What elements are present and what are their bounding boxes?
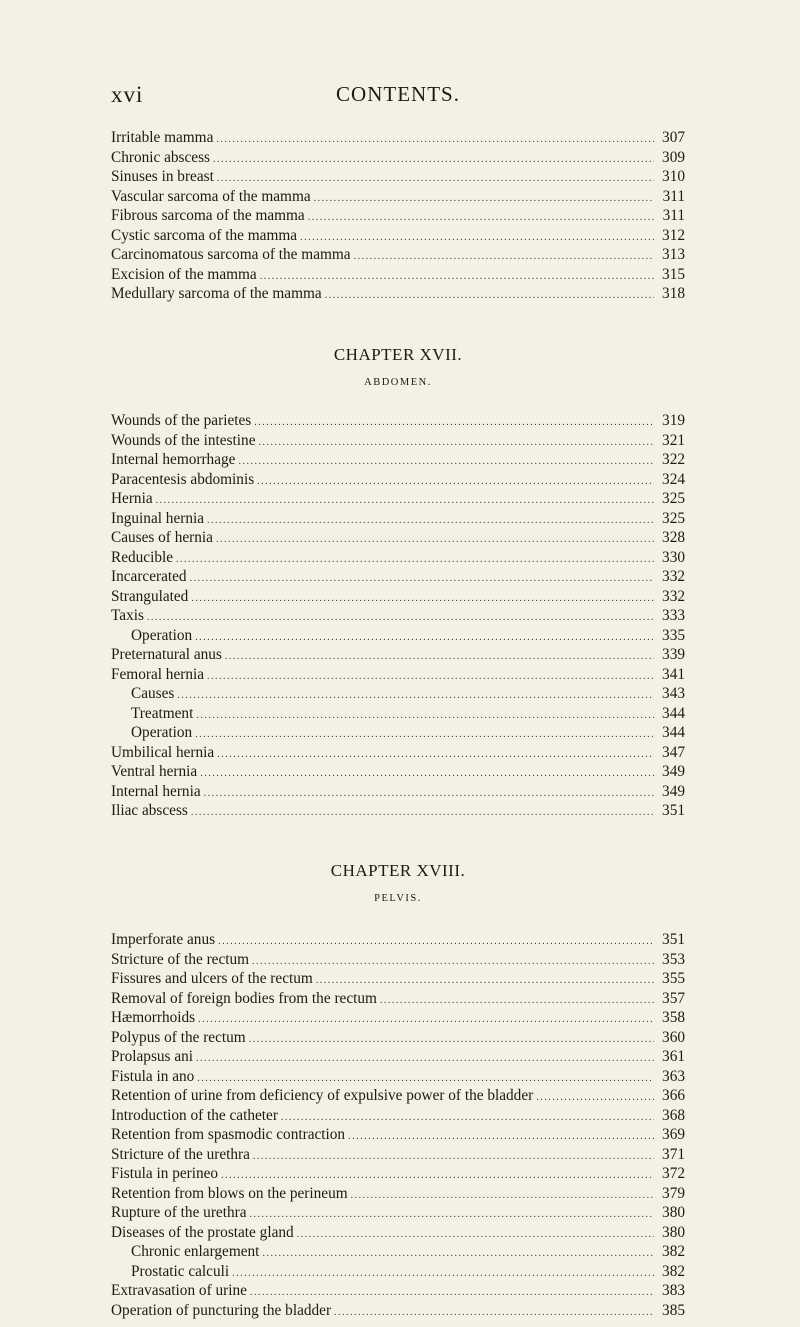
entry-label: Iliac abscess <box>111 802 188 819</box>
toc-chapter-18 <box>111 930 685 1320</box>
toc-entry <box>111 606 685 626</box>
entry-page: 312 <box>662 226 685 244</box>
entry-page: 344 <box>662 704 685 722</box>
entry-page: 363 <box>662 1067 685 1085</box>
toc-entry <box>111 509 685 529</box>
entry-page: 369 <box>662 1126 685 1143</box>
dot-leader <box>207 667 654 687</box>
running-title: CONTENTS. <box>336 82 460 106</box>
entry-page: 339 <box>662 646 685 663</box>
toc-entry <box>111 1164 685 1184</box>
dot-leader <box>257 472 654 492</box>
toc-entry <box>111 148 685 168</box>
toc-entry <box>111 548 685 568</box>
entry-label: Retention from spasmodic contraction <box>111 1126 346 1143</box>
toc-subentry <box>111 1262 685 1282</box>
entry-page: 315 <box>662 265 685 283</box>
toc-entry <box>111 1067 685 1087</box>
toc-entry <box>111 762 685 782</box>
entry-label: Taxis <box>111 607 144 624</box>
entry-label: Operation <box>131 626 193 644</box>
entry-page: 351 <box>662 931 685 948</box>
dot-leader <box>216 130 654 150</box>
entry-label: Excision of the mamma <box>111 265 257 283</box>
entry-label: Preternatural anus <box>111 646 222 663</box>
dot-leader <box>156 491 654 511</box>
page-header <box>111 82 685 108</box>
toc-entry <box>111 411 685 431</box>
chapter-title: CHAPTER XVII. <box>333 345 463 364</box>
dot-leader <box>225 647 654 667</box>
toc-entry <box>111 1028 685 1048</box>
toc-entry <box>111 450 685 470</box>
toc-entry <box>111 226 685 246</box>
dot-leader <box>297 1225 654 1245</box>
entry-label: Strangulated <box>111 587 189 605</box>
toc-entry <box>111 1047 685 1067</box>
dot-leader <box>204 784 654 804</box>
entry-label: Sinuses in breast <box>111 168 214 185</box>
entry-label: Vascular sarcoma of the mamma <box>111 187 311 205</box>
entry-page: 349 <box>662 782 685 800</box>
dot-leader <box>195 725 654 745</box>
toc-entry <box>111 431 685 451</box>
entry-label: Fistula in ano <box>111 1067 195 1085</box>
entry-label: Treatment <box>131 704 194 722</box>
entry-page: 366 <box>662 1087 685 1104</box>
entry-page: 335 <box>662 626 685 644</box>
toc-entry <box>111 528 685 548</box>
entry-page: 343 <box>662 685 685 702</box>
entry-page: 382 <box>662 1243 685 1260</box>
toc-entry <box>111 167 685 187</box>
entry-page: 318 <box>662 285 685 302</box>
entry-page: 382 <box>662 1262 685 1280</box>
entry-page: 330 <box>662 548 685 566</box>
toc-entry <box>111 128 685 148</box>
entry-label: Prostatic calculi <box>131 1262 230 1280</box>
entry-page: 311 <box>662 187 685 205</box>
toc-entry <box>111 989 685 1009</box>
toc-entry <box>111 470 685 490</box>
toc-chapter-17 <box>111 411 685 821</box>
entry-page: 380 <box>662 1204 685 1221</box>
entry-label: Reducible <box>111 548 174 566</box>
dot-leader <box>198 1010 654 1030</box>
entry-label: Stricture of the urethra <box>111 1145 250 1163</box>
entry-page: 383 <box>662 1282 685 1299</box>
entry-page: 358 <box>662 1009 685 1026</box>
dot-leader <box>177 686 654 706</box>
dot-leader <box>196 1049 654 1069</box>
chapter-subtitle: ABDOMEN. <box>364 377 432 388</box>
dot-leader <box>176 550 654 570</box>
entry-label: Cystic sarcoma of the mamma <box>111 226 298 244</box>
entry-page: 357 <box>662 989 685 1007</box>
entry-label: Medullary sarcoma of the mamma <box>111 285 322 302</box>
entry-label: Retention of urine from deficiency of expulsive power of the bladder <box>111 1087 534 1104</box>
dot-leader <box>308 208 654 228</box>
entry-label: Diseases of the prostate gland <box>111 1223 294 1241</box>
entry-page: 341 <box>662 665 685 683</box>
entry-page: 360 <box>662 1028 685 1046</box>
dot-leader <box>253 1147 654 1167</box>
entry-page: 324 <box>662 470 685 488</box>
toc-entry <box>111 1184 685 1204</box>
toc-entry <box>111 1281 685 1301</box>
toc-entry <box>111 969 685 989</box>
dot-leader <box>191 589 654 609</box>
toc-entry <box>111 1145 685 1165</box>
entry-label: Irritable mamma <box>111 129 214 146</box>
dot-leader <box>238 452 654 472</box>
entry-page: 349 <box>662 763 685 780</box>
dot-leader <box>250 1205 655 1225</box>
entry-page: 313 <box>662 246 685 263</box>
entry-page: 321 <box>662 431 685 449</box>
entry-label: Extravasation of urine <box>111 1282 247 1299</box>
entry-page: 368 <box>662 1106 685 1124</box>
dot-leader <box>217 745 654 765</box>
entry-page: 351 <box>662 802 685 819</box>
entry-label: Carcinomatous sarcoma of the mamma <box>111 246 351 263</box>
entry-label: Incarcerated <box>111 568 187 585</box>
entry-label: Prolapsus ani <box>111 1048 194 1065</box>
entry-page: 311 <box>662 207 685 224</box>
entry-label: Ventral hernia <box>111 763 198 780</box>
entry-label: Femoral hernia <box>111 665 205 683</box>
entry-label: Umbilical hernia <box>111 743 215 761</box>
entry-label: Inguinal hernia <box>111 509 205 527</box>
entry-page: 328 <box>662 529 685 546</box>
toc-subentry <box>111 704 685 724</box>
entry-page: 332 <box>662 587 685 605</box>
toc-entry <box>111 743 685 763</box>
dot-leader <box>259 433 655 453</box>
entry-label: Fistula in perineo <box>111 1165 219 1182</box>
entry-page: 309 <box>662 148 685 166</box>
entry-label: Internal hemorrhage <box>111 451 236 468</box>
chapter-17-heading <box>111 344 685 390</box>
entry-page: 353 <box>662 950 685 968</box>
entry-label: Chronic abscess <box>111 148 210 166</box>
dot-leader <box>190 569 654 589</box>
entry-label: Paracentesis abdominis <box>111 470 255 488</box>
toc-subentry <box>111 723 685 743</box>
entry-page: 325 <box>662 490 685 507</box>
entry-label: Fibrous sarcoma of the mamma <box>111 207 305 224</box>
dot-leader <box>195 628 654 648</box>
entry-page: 372 <box>662 1165 685 1182</box>
entry-label: Introduction of the catheter <box>111 1106 278 1124</box>
entry-page: 344 <box>662 724 685 741</box>
dot-leader <box>213 150 654 170</box>
dot-leader <box>147 608 654 628</box>
dot-leader <box>354 247 654 267</box>
entry-label: Wounds of the parietes <box>111 412 252 429</box>
entry-label: Stricture of the rectum <box>111 950 250 968</box>
dot-leader <box>249 1030 654 1050</box>
entry-page: 332 <box>662 568 685 585</box>
entry-label: Causes of hernia <box>111 529 213 546</box>
entry-label: Internal hernia <box>111 782 201 800</box>
toc-entry <box>111 665 685 685</box>
entry-page: 379 <box>662 1184 685 1202</box>
toc-entry <box>111 1106 685 1126</box>
toc-section-top <box>111 128 685 304</box>
entry-label: Hæmorrhoids <box>111 1009 196 1026</box>
chapter-subtitle: PELVIS. <box>374 893 422 904</box>
entry-page: 380 <box>662 1223 685 1241</box>
entry-label: Chronic enlargement <box>131 1243 260 1260</box>
dot-leader <box>351 1186 654 1206</box>
dot-leader <box>254 413 654 433</box>
dot-leader <box>191 803 654 823</box>
entry-label: Polypus of the rectum <box>111 1028 246 1046</box>
toc-entry <box>111 930 685 950</box>
toc-subentry <box>111 684 685 704</box>
entry-page: 319 <box>662 412 685 429</box>
dot-leader <box>200 764 654 784</box>
toc-entry <box>111 1301 685 1321</box>
page-number: xvi <box>111 82 144 107</box>
toc-entry <box>111 187 685 207</box>
entry-page: 361 <box>662 1048 685 1065</box>
entry-label: Operation <box>131 724 193 741</box>
chapter-18-heading <box>111 860 685 906</box>
dot-leader <box>207 511 654 531</box>
dot-leader <box>380 991 654 1011</box>
dot-leader <box>348 1127 654 1147</box>
dot-leader <box>216 530 654 550</box>
dot-leader <box>536 1088 654 1108</box>
entry-page: 325 <box>662 509 685 527</box>
entry-label: Imperforate anus <box>111 931 216 948</box>
toc-entry <box>111 950 685 970</box>
toc-entry <box>111 587 685 607</box>
dot-leader <box>314 189 654 209</box>
toc-entry <box>111 782 685 802</box>
entry-page: 385 <box>662 1301 685 1319</box>
dot-leader <box>334 1303 654 1323</box>
toc-subentry <box>111 1242 685 1262</box>
dot-leader <box>196 706 654 726</box>
toc-subentry <box>111 626 685 646</box>
entry-page: 371 <box>662 1145 685 1163</box>
entry-label: Fissures and ulcers of the rectum <box>111 970 313 987</box>
toc-entry <box>111 489 685 509</box>
toc-entry <box>111 1008 685 1028</box>
toc-entry <box>111 245 685 265</box>
entry-page: 355 <box>662 970 685 987</box>
entry-page: 347 <box>662 743 685 761</box>
entry-page: 307 <box>662 129 685 146</box>
entry-label: Rupture of the urethra <box>111 1204 247 1221</box>
dot-leader <box>325 286 654 306</box>
toc-entry <box>111 206 685 226</box>
entry-page: 333 <box>662 607 685 624</box>
entry-label: Removal of foreign bodies from the rectum <box>111 989 377 1007</box>
toc-entry <box>111 1125 685 1145</box>
toc-entry <box>111 1203 685 1223</box>
entry-page: 310 <box>662 168 685 185</box>
dot-leader <box>262 1244 654 1264</box>
dot-leader <box>300 228 654 248</box>
entry-label: Hernia <box>111 490 153 507</box>
toc-entry <box>111 265 685 285</box>
toc-entry <box>111 645 685 665</box>
toc-entry <box>111 1223 685 1243</box>
entry-label: Operation of puncturing the bladder <box>111 1301 332 1319</box>
toc-entry <box>111 1086 685 1106</box>
dot-leader <box>232 1264 654 1284</box>
entry-page: 322 <box>662 451 685 468</box>
toc-entry <box>111 284 685 304</box>
dot-leader <box>218 932 654 952</box>
entry-label: Causes <box>131 685 175 702</box>
chapter-title: CHAPTER XVIII. <box>330 861 466 880</box>
entry-label: Wounds of the intestine <box>111 431 256 449</box>
toc-entry <box>111 801 685 821</box>
toc-entry <box>111 567 685 587</box>
entry-label: Retention from blows on the perineum <box>111 1184 348 1202</box>
